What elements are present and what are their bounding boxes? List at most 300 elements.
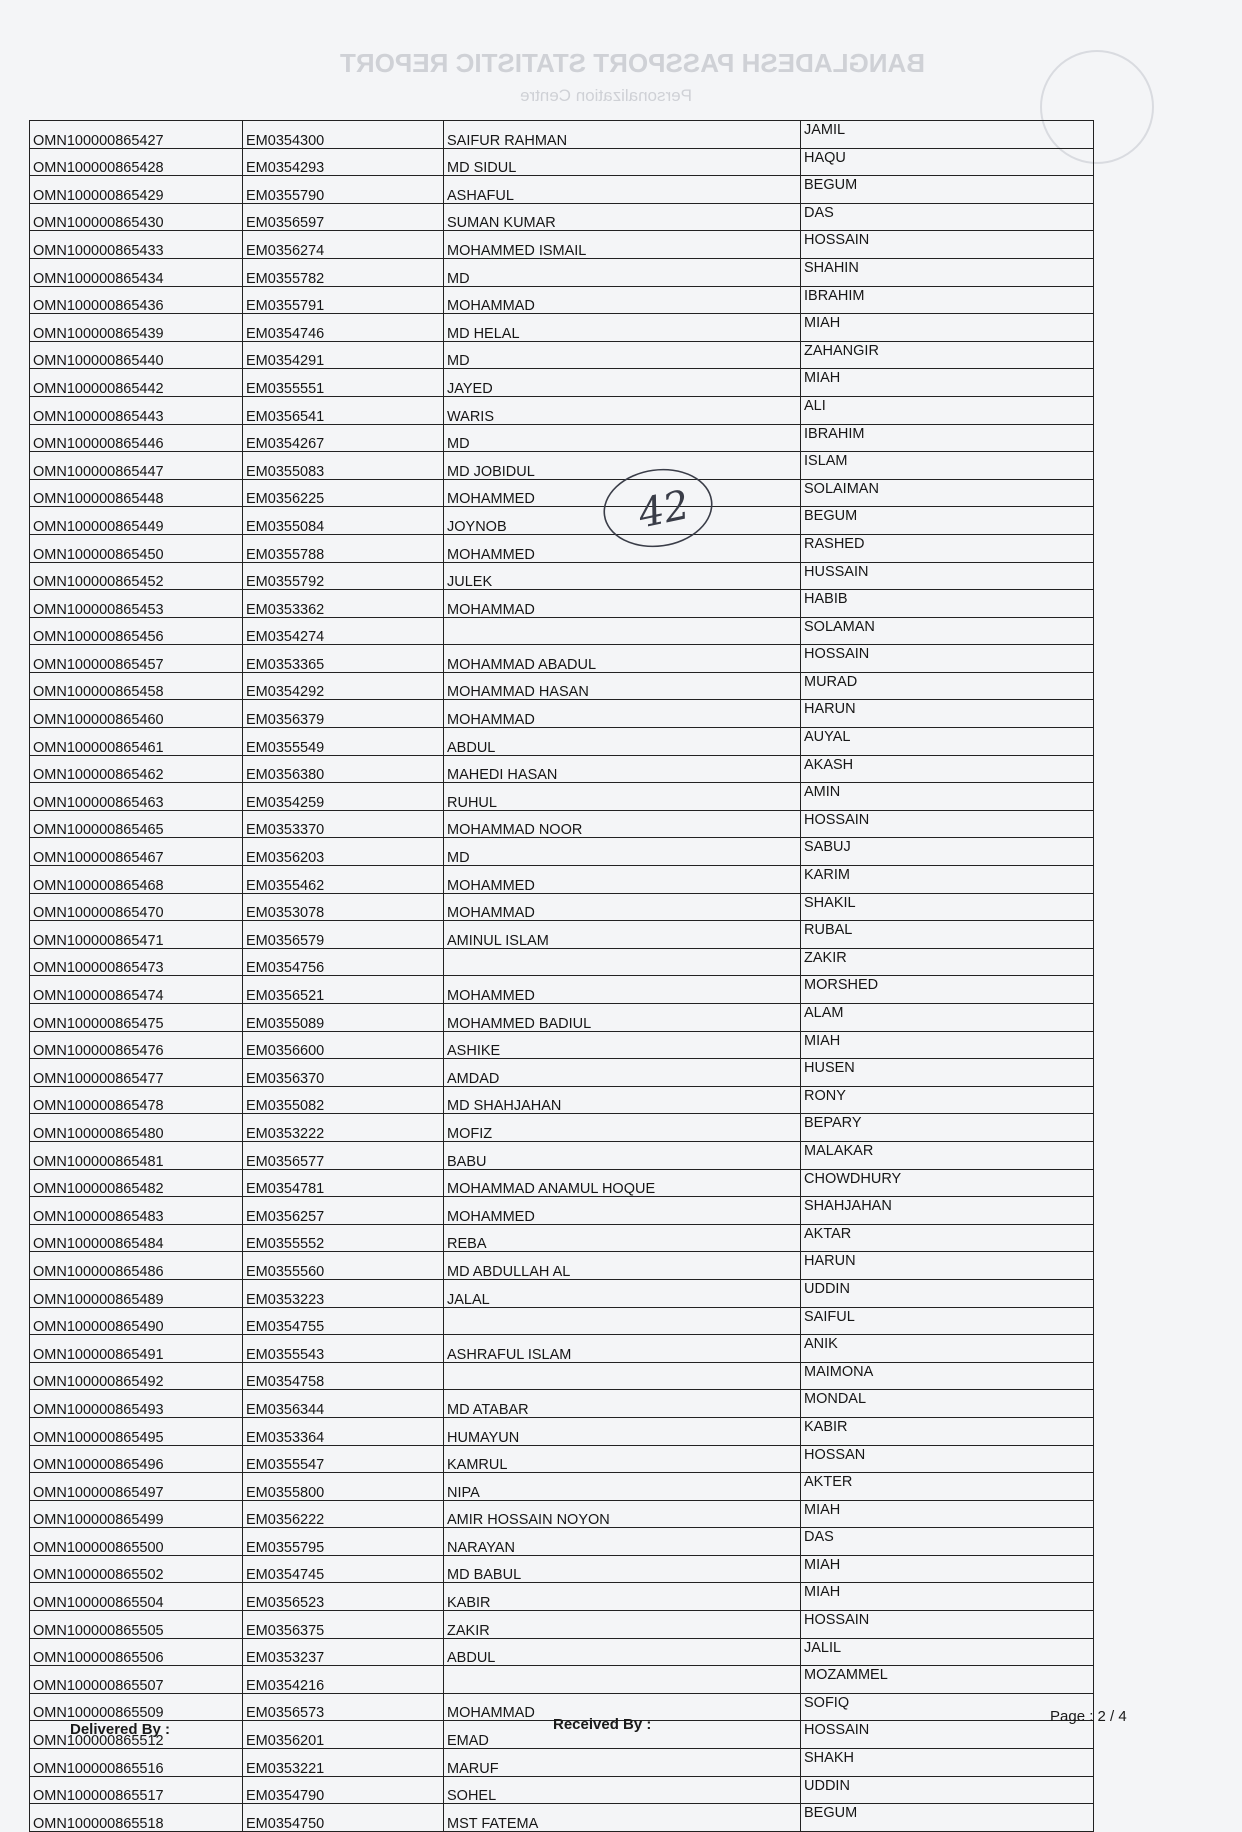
tracking-no-cell: OMN100000865512 xyxy=(30,1721,243,1749)
tracking-no-cell: OMN100000865470 xyxy=(30,893,243,921)
tracking-no-cell: OMN100000865460 xyxy=(30,700,243,728)
given-name-cell: WARIS xyxy=(444,396,801,424)
given-name-cell: SAIFUR RAHMAN xyxy=(444,121,801,149)
given-name-cell: MOHAMMAD ANAMUL HOQUE xyxy=(444,1169,801,1197)
table-row xyxy=(30,1666,1094,1694)
tracking-no-cell: OMN100000865480 xyxy=(30,1114,243,1142)
tracking-no-cell: OMN100000865490 xyxy=(30,1307,243,1335)
surname-cell: HOSSAIN xyxy=(801,1611,1094,1639)
table-row xyxy=(30,1473,1094,1501)
surname-cell: SHAKH xyxy=(801,1749,1094,1777)
surname-cell: MOZAMMEL xyxy=(801,1666,1094,1694)
tracking-no-cell: OMN100000865456 xyxy=(30,617,243,645)
table-row xyxy=(30,1611,1094,1639)
surname-cell: AUYAL xyxy=(801,728,1094,756)
given-name-cell: HUMAYUN xyxy=(444,1417,801,1445)
surname-cell: MIAH xyxy=(801,1500,1094,1528)
passport-no-cell: EM0353370 xyxy=(243,810,444,838)
surname-cell: MALAKAR xyxy=(801,1141,1094,1169)
handwritten-page-count xyxy=(598,460,718,555)
surname-cell: RASHED xyxy=(801,534,1094,562)
surname-cell: IBRAHIM xyxy=(801,424,1094,452)
given-name-cell xyxy=(444,1362,801,1390)
table-row xyxy=(30,1114,1094,1142)
tracking-no-cell: OMN100000865483 xyxy=(30,1197,243,1225)
tracking-no-cell: OMN100000865461 xyxy=(30,728,243,756)
tracking-no-cell: OMN100000865486 xyxy=(30,1252,243,1280)
tracking-no-cell: OMN100000865473 xyxy=(30,948,243,976)
given-name-cell: KABIR xyxy=(444,1583,801,1611)
tracking-no-cell: OMN100000865493 xyxy=(30,1390,243,1418)
given-name-cell xyxy=(444,1666,801,1694)
given-name-cell: ASHIKE xyxy=(444,1031,801,1059)
surname-cell: HAQU xyxy=(801,148,1094,176)
passport-no-cell: EM0356225 xyxy=(243,479,444,507)
table-row xyxy=(30,479,1094,507)
table-row xyxy=(30,369,1094,397)
tracking-no-cell: OMN100000865495 xyxy=(30,1417,243,1445)
given-name-cell: MOHAMMAD HASAN xyxy=(444,672,801,700)
passport-no-cell: EM0356203 xyxy=(243,838,444,866)
passport-no-cell: EM0355083 xyxy=(243,452,444,480)
passport-no-cell: EM0355795 xyxy=(243,1528,444,1556)
surname-cell: DAS xyxy=(801,203,1094,231)
surname-cell: ZAHANGIR xyxy=(801,341,1094,369)
passport-no-cell: EM0354216 xyxy=(243,1666,444,1694)
given-name-cell: REBA xyxy=(444,1224,801,1252)
tracking-no-cell: OMN100000865465 xyxy=(30,810,243,838)
passport-no-cell: EM0354292 xyxy=(243,672,444,700)
passport-no-cell: EM0353364 xyxy=(243,1417,444,1445)
surname-cell: SOFIQ xyxy=(801,1693,1094,1721)
surname-cell: ALI xyxy=(801,396,1094,424)
passport-no-cell: EM0355084 xyxy=(243,507,444,535)
tracking-no-cell: OMN100000865502 xyxy=(30,1555,243,1583)
surname-cell: BEPARY xyxy=(801,1114,1094,1142)
table-row xyxy=(30,755,1094,783)
given-name-cell: MOHAMMED BADIUL xyxy=(444,1004,801,1032)
given-name-cell: SOHEL xyxy=(444,1776,801,1804)
given-name-cell: MOHAMMED xyxy=(444,534,801,562)
surname-cell: BEGUM xyxy=(801,1804,1094,1832)
surname-cell: KABIR xyxy=(801,1417,1094,1445)
page-number: Page : 2 / 4 xyxy=(1050,1708,1127,1725)
passport-no-cell: EM0356375 xyxy=(243,1611,444,1639)
tracking-no-cell: OMN100000865443 xyxy=(30,396,243,424)
tracking-no-cell: OMN100000865446 xyxy=(30,424,243,452)
table-row xyxy=(30,396,1094,424)
given-name-cell: EMAD xyxy=(444,1721,801,1749)
passport-records-table xyxy=(29,120,1094,1832)
given-name-cell: MOHAMMAD NOOR xyxy=(444,810,801,838)
table-row xyxy=(30,121,1094,149)
table-row xyxy=(30,1362,1094,1390)
bleed-through-title: BANGLADESH PASSPORT STATISTIC REPORT xyxy=(340,48,926,78)
given-name-cell: MD BABUL xyxy=(444,1555,801,1583)
surname-cell: JALIL xyxy=(801,1638,1094,1666)
given-name-cell: MARUF xyxy=(444,1749,801,1777)
given-name-cell: AMDAD xyxy=(444,1059,801,1087)
passport-no-cell: EM0354746 xyxy=(243,314,444,342)
tracking-no-cell: OMN100000865516 xyxy=(30,1749,243,1777)
given-name-cell: MOHAMMAD xyxy=(444,286,801,314)
table-row xyxy=(30,921,1094,949)
surname-cell: MORSHED xyxy=(801,976,1094,1004)
given-name-cell: ABDUL xyxy=(444,1638,801,1666)
passport-no-cell: EM0354781 xyxy=(243,1169,444,1197)
surname-cell: MURAD xyxy=(801,672,1094,700)
tracking-no-cell: OMN100000865427 xyxy=(30,121,243,149)
table-row xyxy=(30,1390,1094,1418)
surname-cell: HABIB xyxy=(801,590,1094,618)
surname-cell: MIAH xyxy=(801,1583,1094,1611)
table-row xyxy=(30,1804,1094,1832)
surname-cell: KARIM xyxy=(801,866,1094,894)
surname-cell: UDDIN xyxy=(801,1279,1094,1307)
table-row xyxy=(30,258,1094,286)
given-name-cell: MD JOBIDUL xyxy=(444,452,801,480)
surname-cell: DAS xyxy=(801,1528,1094,1556)
surname-cell: UDDIN xyxy=(801,1776,1094,1804)
surname-cell: HUSSAIN xyxy=(801,562,1094,590)
surname-cell: SOLAMAN xyxy=(801,617,1094,645)
tracking-no-cell: OMN100000865481 xyxy=(30,1141,243,1169)
passport-no-cell: EM0355782 xyxy=(243,258,444,286)
tracking-no-cell: OMN100000865429 xyxy=(30,176,243,204)
given-name-cell: MD xyxy=(444,424,801,452)
tracking-no-cell: OMN100000865478 xyxy=(30,1086,243,1114)
tracking-no-cell: OMN100000865442 xyxy=(30,369,243,397)
given-name-cell: JALAL xyxy=(444,1279,801,1307)
tracking-no-cell: OMN100000865509 xyxy=(30,1693,243,1721)
passport-no-cell: EM0356344 xyxy=(243,1390,444,1418)
passport-no-cell: EM0354267 xyxy=(243,424,444,452)
surname-cell: HOSSAIN xyxy=(801,231,1094,259)
handwritten-number: 42 xyxy=(634,482,694,538)
tracking-no-cell: OMN100000865497 xyxy=(30,1473,243,1501)
given-name-cell: BABU xyxy=(444,1141,801,1169)
tracking-no-cell: OMN100000865474 xyxy=(30,976,243,1004)
passport-no-cell: EM0356370 xyxy=(243,1059,444,1087)
surname-cell: HUSEN xyxy=(801,1059,1094,1087)
passport-no-cell: EM0356597 xyxy=(243,203,444,231)
tracking-no-cell: OMN100000865430 xyxy=(30,203,243,231)
table-row xyxy=(30,590,1094,618)
surname-cell: MIAH xyxy=(801,314,1094,342)
table-row xyxy=(30,424,1094,452)
surname-cell: HOSSAIN xyxy=(801,645,1094,673)
table-row xyxy=(30,866,1094,894)
passport-no-cell: EM0356577 xyxy=(243,1141,444,1169)
surname-cell: MONDAL xyxy=(801,1390,1094,1418)
table-row xyxy=(30,1252,1094,1280)
given-name-cell xyxy=(444,948,801,976)
passport-no-cell: EM0355552 xyxy=(243,1224,444,1252)
passport-no-cell: EM0353221 xyxy=(243,1749,444,1777)
passport-no-cell: EM0355082 xyxy=(243,1086,444,1114)
passport-no-cell: EM0353222 xyxy=(243,1114,444,1142)
table-row xyxy=(30,728,1094,756)
passport-no-cell: EM0356523 xyxy=(243,1583,444,1611)
tracking-no-cell: OMN100000865500 xyxy=(30,1528,243,1556)
passport-no-cell: EM0354790 xyxy=(243,1776,444,1804)
surname-cell: HOSSAIN xyxy=(801,810,1094,838)
passport-no-cell: EM0355462 xyxy=(243,866,444,894)
passport-no-cell: EM0355543 xyxy=(243,1335,444,1363)
table-row xyxy=(30,148,1094,176)
table-row xyxy=(30,1197,1094,1225)
surname-cell: ALAM xyxy=(801,1004,1094,1032)
given-name-cell: AMIR HOSSAIN NOYON xyxy=(444,1500,801,1528)
given-name-cell: MD ABDULLAH AL xyxy=(444,1252,801,1280)
given-name-cell: MOHAMMED xyxy=(444,866,801,894)
table-row xyxy=(30,810,1094,838)
passport-no-cell: EM0356521 xyxy=(243,976,444,1004)
table-row xyxy=(30,452,1094,480)
tracking-no-cell: OMN100000865448 xyxy=(30,479,243,507)
tracking-no-cell: OMN100000865504 xyxy=(30,1583,243,1611)
table-row xyxy=(30,534,1094,562)
passport-no-cell: EM0355791 xyxy=(243,286,444,314)
given-name-cell: MOHAMMAD xyxy=(444,590,801,618)
table-row xyxy=(30,1307,1094,1335)
tracking-no-cell: OMN100000865434 xyxy=(30,258,243,286)
surname-cell: SABUJ xyxy=(801,838,1094,866)
tracking-no-cell: OMN100000865439 xyxy=(30,314,243,342)
given-name-cell: MD SHAHJAHAN xyxy=(444,1086,801,1114)
table-row xyxy=(30,893,1094,921)
delivered-by-label: Delivered By : xyxy=(70,1721,171,1738)
tracking-no-cell: OMN100000865452 xyxy=(30,562,243,590)
table-row xyxy=(30,286,1094,314)
passport-no-cell: EM0353078 xyxy=(243,893,444,921)
passport-no-cell: EM0355788 xyxy=(243,534,444,562)
tracking-no-cell: OMN100000865506 xyxy=(30,1638,243,1666)
passport-no-cell: EM0354291 xyxy=(243,341,444,369)
given-name-cell: NIPA xyxy=(444,1473,801,1501)
given-name-cell: MOFIZ xyxy=(444,1114,801,1142)
table-row xyxy=(30,1776,1094,1804)
passport-no-cell: EM0356201 xyxy=(243,1721,444,1749)
given-name-cell: MOHAMMAD xyxy=(444,700,801,728)
given-name-cell: MOHAMMED ISMAIL xyxy=(444,231,801,259)
tracking-no-cell: OMN100000865428 xyxy=(30,148,243,176)
tracking-no-cell: OMN100000865440 xyxy=(30,341,243,369)
passport-no-cell: EM0353223 xyxy=(243,1279,444,1307)
given-name-cell: MOHAMMAD xyxy=(444,1693,801,1721)
surname-cell: IBRAHIM xyxy=(801,286,1094,314)
given-name-cell: KAMRUL xyxy=(444,1445,801,1473)
table-row xyxy=(30,1031,1094,1059)
given-name-cell: JULEK xyxy=(444,562,801,590)
records-body xyxy=(30,121,1094,1832)
table-row xyxy=(30,700,1094,728)
given-name-cell: MD HELAL xyxy=(444,314,801,342)
given-name-cell: MD ATABAR xyxy=(444,1390,801,1418)
given-name-cell xyxy=(444,617,801,645)
table-row xyxy=(30,1279,1094,1307)
passport-no-cell: EM0356380 xyxy=(243,755,444,783)
table-row xyxy=(30,1528,1094,1556)
passport-no-cell: EM0353237 xyxy=(243,1638,444,1666)
table-row xyxy=(30,1004,1094,1032)
passport-no-cell: EM0354750 xyxy=(243,1804,444,1832)
table-row xyxy=(30,1500,1094,1528)
given-name-cell: AMINUL ISLAM xyxy=(444,921,801,949)
surname-cell: SOLAIMAN xyxy=(801,479,1094,507)
table-row xyxy=(30,507,1094,535)
table-row xyxy=(30,783,1094,811)
passport-no-cell: EM0356257 xyxy=(243,1197,444,1225)
given-name-cell: MAHEDI HASAN xyxy=(444,755,801,783)
surname-cell: ANIK xyxy=(801,1335,1094,1363)
surname-cell: JAMIL xyxy=(801,121,1094,149)
tracking-no-cell: OMN100000865482 xyxy=(30,1169,243,1197)
table-row xyxy=(30,672,1094,700)
table-row xyxy=(30,562,1094,590)
table-row xyxy=(30,1169,1094,1197)
passport-no-cell: EM0356274 xyxy=(243,231,444,259)
tracking-no-cell: OMN100000865517 xyxy=(30,1776,243,1804)
surname-cell: RUBAL xyxy=(801,921,1094,949)
given-name-cell: MOHAMMED xyxy=(444,479,801,507)
table-row xyxy=(30,314,1094,342)
tracking-no-cell: OMN100000865458 xyxy=(30,672,243,700)
tracking-no-cell: OMN100000865477 xyxy=(30,1059,243,1087)
surname-cell: AKTER xyxy=(801,1473,1094,1501)
surname-cell: SHAHJAHAN xyxy=(801,1197,1094,1225)
tracking-no-cell: OMN100000865496 xyxy=(30,1445,243,1473)
tracking-no-cell: OMN100000865499 xyxy=(30,1500,243,1528)
table-row xyxy=(30,838,1094,866)
table-row xyxy=(30,1638,1094,1666)
table-row xyxy=(30,1417,1094,1445)
passport-no-cell: EM0355547 xyxy=(243,1445,444,1473)
passport-no-cell: EM0356379 xyxy=(243,700,444,728)
surname-cell: BEGUM xyxy=(801,176,1094,204)
table-row xyxy=(30,231,1094,259)
passport-no-cell: EM0356541 xyxy=(243,396,444,424)
surname-cell: BEGUM xyxy=(801,507,1094,535)
table-row xyxy=(30,1583,1094,1611)
passport-no-cell: EM0354274 xyxy=(243,617,444,645)
received-by-label: Received By : xyxy=(553,1716,652,1733)
passport-no-cell: EM0353365 xyxy=(243,645,444,673)
given-name-cell: MST FATEMA xyxy=(444,1804,801,1832)
given-name-cell: MOHAMMED xyxy=(444,1197,801,1225)
passport-no-cell: EM0356579 xyxy=(243,921,444,949)
surname-cell: AKASH xyxy=(801,755,1094,783)
surname-cell: ZAKIR xyxy=(801,948,1094,976)
tracking-no-cell: OMN100000865457 xyxy=(30,645,243,673)
given-name-cell: MOHAMMED xyxy=(444,976,801,1004)
passport-no-cell: EM0353362 xyxy=(243,590,444,618)
given-name-cell: MOHAMMAD xyxy=(444,893,801,921)
surname-cell: SHAHIN xyxy=(801,258,1094,286)
passport-no-cell: EM0354756 xyxy=(243,948,444,976)
surname-cell: HARUN xyxy=(801,700,1094,728)
tracking-no-cell: OMN100000865475 xyxy=(30,1004,243,1032)
surname-cell: HOSSAIN xyxy=(801,1721,1094,1749)
passport-no-cell: EM0356222 xyxy=(243,1500,444,1528)
passport-no-cell: EM0355560 xyxy=(243,1252,444,1280)
given-name-cell: MOHAMMAD ABADUL xyxy=(444,645,801,673)
table-row xyxy=(30,203,1094,231)
surname-cell: AKTAR xyxy=(801,1224,1094,1252)
given-name-cell: MD xyxy=(444,838,801,866)
tracking-no-cell: OMN100000865462 xyxy=(30,755,243,783)
given-name-cell: SUMAN KUMAR xyxy=(444,203,801,231)
bleed-through-subtitle: Personalization Centre xyxy=(520,86,692,105)
passport-no-cell: EM0356600 xyxy=(243,1031,444,1059)
table-row xyxy=(30,341,1094,369)
table-row xyxy=(30,645,1094,673)
passport-no-cell: EM0354755 xyxy=(243,1307,444,1335)
surname-cell: AMIN xyxy=(801,783,1094,811)
tracking-no-cell: OMN100000865453 xyxy=(30,590,243,618)
passport-no-cell: EM0356573 xyxy=(243,1693,444,1721)
table-row xyxy=(30,176,1094,204)
surname-cell: MIAH xyxy=(801,1031,1094,1059)
given-name-cell: ASHRAFUL ISLAM xyxy=(444,1335,801,1363)
tracking-no-cell: OMN100000865518 xyxy=(30,1804,243,1832)
passport-no-cell: EM0354758 xyxy=(243,1362,444,1390)
passport-no-cell: EM0355551 xyxy=(243,369,444,397)
given-name-cell xyxy=(444,1307,801,1335)
surname-cell: CHOWDHURY xyxy=(801,1169,1094,1197)
table-row xyxy=(30,1749,1094,1777)
passport-no-cell: EM0354745 xyxy=(243,1555,444,1583)
passport-no-cell: EM0355792 xyxy=(243,562,444,590)
surname-cell: MIAH xyxy=(801,369,1094,397)
given-name-cell: JOYNOB xyxy=(444,507,801,535)
given-name-cell: NARAYAN xyxy=(444,1528,801,1556)
given-name-cell: RUHUL xyxy=(444,783,801,811)
surname-cell: SAIFUL xyxy=(801,1307,1094,1335)
tracking-no-cell: OMN100000865492 xyxy=(30,1362,243,1390)
passport-no-cell: EM0355800 xyxy=(243,1473,444,1501)
tracking-no-cell: OMN100000865463 xyxy=(30,783,243,811)
tracking-no-cell: OMN100000865433 xyxy=(30,231,243,259)
tracking-no-cell: OMN100000865449 xyxy=(30,507,243,535)
passport-no-cell: EM0354300 xyxy=(243,121,444,149)
tracking-no-cell: OMN100000865447 xyxy=(30,452,243,480)
surname-cell: RONY xyxy=(801,1086,1094,1114)
tracking-no-cell: OMN100000865476 xyxy=(30,1031,243,1059)
tracking-no-cell: OMN100000865467 xyxy=(30,838,243,866)
surname-cell: HARUN xyxy=(801,1252,1094,1280)
surname-cell: SHAKIL xyxy=(801,893,1094,921)
surname-cell: MAIMONA xyxy=(801,1362,1094,1390)
table-row xyxy=(30,976,1094,1004)
passport-no-cell: EM0355549 xyxy=(243,728,444,756)
passport-no-cell: EM0354293 xyxy=(243,148,444,176)
tracking-no-cell: OMN100000865471 xyxy=(30,921,243,949)
table-row xyxy=(30,617,1094,645)
given-name-cell: MD xyxy=(444,341,801,369)
table-row xyxy=(30,1335,1094,1363)
surname-cell: MIAH xyxy=(801,1555,1094,1583)
given-name-cell: MD SIDUL xyxy=(444,148,801,176)
given-name-cell: ASHAFUL xyxy=(444,176,801,204)
tracking-no-cell: OMN100000865505 xyxy=(30,1611,243,1639)
surname-cell: HOSSAN xyxy=(801,1445,1094,1473)
surname-cell: ISLAM xyxy=(801,452,1094,480)
table-row xyxy=(30,1086,1094,1114)
given-name-cell: ZAKIR xyxy=(444,1611,801,1639)
given-name-cell: JAYED xyxy=(444,369,801,397)
tracking-no-cell: OMN100000865436 xyxy=(30,286,243,314)
